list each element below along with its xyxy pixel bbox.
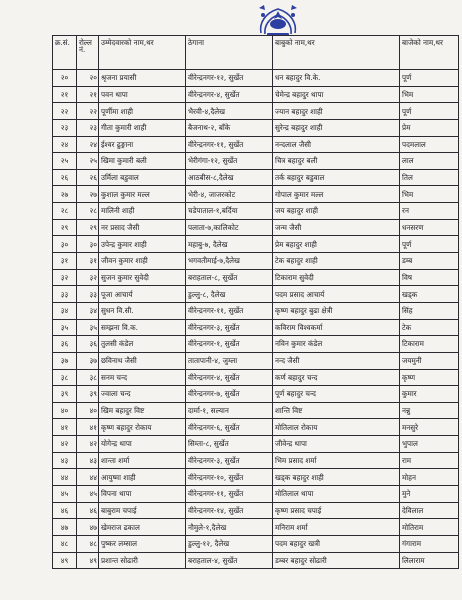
candidate-name-cell: सुजन कुमार सुवेदी (99, 269, 186, 286)
table-row (53, 336, 459, 353)
roll-number-cell: ४१ (77, 419, 99, 436)
header-serial-number: क्र.सं. (53, 36, 77, 70)
grandfather-name-cell: भिम (400, 186, 459, 203)
table-row (53, 535, 459, 552)
address-cell: बैजनाथ-२, बाँके (186, 119, 273, 136)
roll-number-cell: २२ (77, 103, 99, 120)
address-cell: सिम्ता-८, सुर्खेत (186, 436, 273, 453)
table-row (53, 402, 459, 419)
grandfather-name-cell: रन (400, 203, 459, 220)
father-name-cell: कविराम विश्वकर्मा (273, 319, 400, 336)
roll-number-cell: २६ (77, 169, 99, 186)
roll-number-cell: ३६ (77, 336, 99, 353)
address-cell: पलाता-७,कालिकोट (186, 219, 273, 236)
table-row (53, 203, 459, 220)
candidate-name-cell: खेमराज ढकाल (99, 519, 186, 536)
table-row (53, 253, 459, 270)
table-row (53, 236, 459, 253)
table-body (53, 70, 459, 569)
address-cell: भैरवी-४,दैलेख (186, 103, 273, 120)
address-cell: वीरेन्द्रनगर-११, सुर्खेत (186, 486, 273, 503)
serial-number-cell: ३३ (53, 286, 77, 303)
candidate-name-cell: सुधन वि.सी. (99, 302, 186, 319)
serial-number-cell: २० (53, 70, 77, 87)
serial-number-cell: ४८ (53, 535, 77, 552)
father-name-cell: जीवेन्द्र थापा (273, 436, 400, 453)
candidate-name-cell: उपेन्द्र कुमार शाही (99, 236, 186, 253)
candidate-name-cell: पुष्कर लम्साल (99, 535, 186, 552)
roll-number-cell: २० (77, 70, 99, 87)
grandfather-name-cell: टेक (400, 319, 459, 336)
grandfather-name-cell: देविलाल (400, 502, 459, 519)
father-name-cell: टेक बहादुर शाही (273, 253, 400, 270)
father-name-cell: ज्यान बहादुर शाही (273, 103, 400, 120)
father-name-cell: जय बहादुर शाही (273, 203, 400, 220)
grandfather-name-cell: धनसरण (400, 219, 459, 236)
roll-number-cell: ३० (77, 236, 99, 253)
table-row (53, 153, 459, 170)
grandfather-name-cell: पूर्ण (400, 70, 459, 87)
father-name-cell: चेमेन्द्र बहादुर थापा (273, 86, 400, 103)
father-name-cell: तर्क बहादुर बडुवाल (273, 169, 400, 186)
father-name-cell: खड्क बहादुर शाही (273, 469, 400, 486)
father-name-cell: गोपाल कुमार मल्ल (273, 186, 400, 203)
grandfather-name-cell: भुपाल (400, 436, 459, 453)
address-cell: बराहताल-८, सुर्खेत (186, 269, 273, 286)
candidate-name-cell: सनम चन्द (99, 369, 186, 386)
address-cell: महाबु-७, दैलेख (186, 236, 273, 253)
table-row (53, 119, 459, 136)
candidate-name-cell: तुलसी कंडेल (99, 336, 186, 353)
address-cell: वीरेन्द्रनगर-१२, सुर्खेत (186, 70, 273, 87)
father-name-cell: भिम प्रसाद शर्मा (273, 452, 400, 469)
table-row (53, 486, 459, 503)
table-row (53, 169, 459, 186)
table-row (53, 269, 459, 286)
table-row (53, 136, 459, 153)
candidate-name-cell: मालिनी शाही (99, 203, 186, 220)
candidate-name-cell: उर्मिला बडुवाल (99, 169, 186, 186)
candidate-name-cell: कृष्ण बहादुर रोकाय (99, 419, 186, 436)
roll-number-cell: ३८ (77, 369, 99, 386)
address-cell: वीरेन्द्रनगर-४, सुर्खेत (186, 86, 273, 103)
grandfather-name-cell: कृष्ण (400, 369, 459, 386)
grandfather-name-cell: डम्ब (400, 253, 459, 270)
address-cell: नौमुले-१,दैलेख (186, 519, 273, 536)
table-row (53, 502, 459, 519)
serial-number-cell: ३२ (53, 269, 77, 286)
address-cell: भेरी-४, जाजरकोट (186, 186, 273, 203)
serial-number-cell: ४२ (53, 436, 77, 453)
address-cell: वीरेन्द्रनगर-११, सुर्खेत (186, 302, 273, 319)
table-header (53, 36, 459, 70)
father-name-cell: पूर्ण बहादुर चन्द (273, 386, 400, 403)
father-name-cell: पदम बहादुर खत्री (273, 535, 400, 552)
address-cell: वीरेन्द्रनगर-७, सुर्खेत (186, 386, 273, 403)
grandfather-name-cell: जयमुनी (400, 352, 459, 369)
father-name-cell: टिकाराम सुवेदी (273, 269, 400, 286)
serial-number-cell: २९ (53, 219, 77, 236)
serial-number-cell: ४५ (53, 486, 77, 503)
table-row (53, 369, 459, 386)
grandfather-name-cell: कुमार (400, 386, 459, 403)
header-grandfather-name: बाजेको नाम,थर (400, 36, 459, 70)
address-cell: चडेपाताल-१,बर्दिया (186, 203, 273, 220)
address-cell: दार्मा-१, सल्यान (186, 402, 273, 419)
serial-number-cell: २४ (53, 136, 77, 153)
roll-number-cell: २३ (77, 119, 99, 136)
candidate-name-cell: पवन थापा (99, 86, 186, 103)
father-name-cell: कृष्ण बहादुर बुढा क्षेत्री (273, 302, 400, 319)
table-row (53, 103, 459, 120)
roll-number-cell: ४२ (77, 436, 99, 453)
table-row (53, 419, 459, 436)
header-father-name: बाबुको नाम,थर (273, 36, 400, 70)
candidate-name-cell: ईश्वर ढुङ्गाना (99, 136, 186, 153)
grandfather-name-cell: पदमलाल (400, 136, 459, 153)
serial-number-cell: २७ (53, 186, 77, 203)
candidate-name-cell: पूर्णीमा शाही (99, 103, 186, 120)
serial-number-cell: ४० (53, 402, 77, 419)
serial-number-cell: ३७ (53, 352, 77, 369)
serial-number-cell: ३६ (53, 336, 77, 353)
serial-number-cell: ३४ (53, 302, 77, 319)
grandfather-name-cell: पूर्ण (400, 103, 459, 120)
serial-number-cell: ४४ (53, 469, 77, 486)
candidate-name-cell: प्रशान्त सोढारी (99, 552, 186, 569)
grandfather-name-cell: गंगाराम (400, 535, 459, 552)
grandfather-name-cell: पूर्ण (400, 236, 459, 253)
serial-number-cell: ३९ (53, 386, 77, 403)
roll-number-cell: ४४ (77, 469, 99, 486)
candidate-name-cell: कुशाल कुमार मल्ल (99, 186, 186, 203)
address-cell: तातापानी-४, जुम्ला (186, 352, 273, 369)
father-name-cell: मोतिलाल थापा (273, 486, 400, 503)
serial-number-cell: ४३ (53, 452, 77, 469)
candidate-name-cell: ज्वाला चन्द (99, 386, 186, 403)
roll-number-cell: २७ (77, 186, 99, 203)
table-row (53, 86, 459, 103)
father-name-cell: सुरेन्द्र बहादुर शाही (273, 119, 400, 136)
grandfather-name-cell: विष (400, 269, 459, 286)
roll-number-cell: २८ (77, 203, 99, 220)
grandfather-name-cell: सिंह (400, 302, 459, 319)
table-row (53, 302, 459, 319)
candidate-name-cell: पूजा आचार्य (99, 286, 186, 303)
candidate-name-cell: आयुष्मा शाही (99, 469, 186, 486)
serial-number-cell: २६ (53, 169, 77, 186)
grandfather-name-cell: मोतिराम (400, 519, 459, 536)
table-row (53, 452, 459, 469)
candidate-name-cell: जीवन कुमार शाही (99, 253, 186, 270)
government-emblem-icon (255, 3, 301, 39)
roll-number-cell: ३५ (77, 319, 99, 336)
roll-number-cell: ४६ (77, 502, 99, 519)
serial-number-cell: ३५ (53, 319, 77, 336)
candidate-name-cell: छविनाथ जैसी (99, 352, 186, 369)
roll-number-cell: २४ (77, 136, 99, 153)
father-name-cell: जन्म जैसी (273, 219, 400, 236)
candidate-name-cell: गीता कुमारी शाही (99, 119, 186, 136)
address-cell: वीरेन्द्रनगर-३, सुर्खेत (186, 319, 273, 336)
serial-number-cell: २१ (53, 86, 77, 103)
father-name-cell: पदम प्रसाद आचार्य (273, 286, 400, 303)
serial-number-cell: २३ (53, 119, 77, 136)
candidate-name-cell: खिम बहादुर विष्ट (99, 402, 186, 419)
father-name-cell: मनिराम शर्मा (273, 519, 400, 536)
candidate-name-cell: बाबुराम चपाई (99, 502, 186, 519)
grandfather-name-cell: टिकाराम (400, 336, 459, 353)
table-row (53, 386, 459, 403)
candidate-name-cell: खिमा कुमारी बली (99, 153, 186, 170)
address-cell: भगवतीमाई-७,दैलेख (186, 253, 273, 270)
table-row (53, 186, 459, 203)
father-name-cell: मोतिलाल रोकाय (273, 419, 400, 436)
grandfather-name-cell: मोहन (400, 469, 459, 486)
candidate-name-cell: योगेन्द्र थापा (99, 436, 186, 453)
grandfather-name-cell: मनसुरे (400, 419, 459, 436)
roll-number-cell: ३३ (77, 286, 99, 303)
table-row (53, 352, 459, 369)
father-name-cell: प्रेम बहादुर शाही (273, 236, 400, 253)
grandfather-name-cell: प्रेम (400, 119, 459, 136)
father-name-cell: शान्ति विष्ट (273, 402, 400, 419)
grandfather-name-cell: लिलाराम (400, 552, 459, 569)
address-cell: आठबीस-८,दैलेख (186, 169, 273, 186)
serial-number-cell: ४७ (53, 519, 77, 536)
address-cell: वीरेन्द्रनगर-४, सुर्खेत (186, 369, 273, 386)
roll-number-cell: ३९ (77, 386, 99, 403)
grandfather-name-cell: लाल (400, 153, 459, 170)
roll-number-cell: २५ (77, 153, 99, 170)
roll-number-cell: ४३ (77, 452, 99, 469)
address-cell: वीरेन्द्रनगर-११, सुर्खेत (186, 136, 273, 153)
father-name-cell: चित्र बहादुर बली (273, 153, 400, 170)
table-row (53, 436, 459, 453)
roll-number-cell: ४५ (77, 486, 99, 503)
candidate-roster-table (52, 35, 459, 569)
roll-number-cell: ३४ (77, 302, 99, 319)
serial-number-cell: ३१ (53, 253, 77, 270)
address-cell: वीरेन्द्रनगर-१, सुर्खेत (186, 336, 273, 353)
father-name-cell: नविन कुमार कंडेल (273, 336, 400, 353)
address-cell: वीरेन्द्रनगर-१४, सुर्खेत (186, 502, 273, 519)
candidate-name-cell: विपना थापा (99, 486, 186, 503)
header-candidate-name: उम्मेदवारको नाम,थर (99, 36, 186, 70)
table-row (53, 552, 459, 569)
father-name-cell: नन्द जैसी (273, 352, 400, 369)
table-row (53, 319, 459, 336)
serial-number-cell: २५ (53, 153, 77, 170)
address-cell: वीरेन्द्रनगर-३, सुर्खेत (186, 452, 273, 469)
address-cell: बराहताल-४, सुर्खेत (186, 552, 273, 569)
roll-number-cell: २१ (77, 86, 99, 103)
serial-number-cell: ४९ (53, 552, 77, 569)
father-name-cell: धन बहादुर वि.के. (273, 70, 400, 87)
table-row (53, 70, 459, 87)
roll-number-cell: ४९ (77, 552, 99, 569)
father-name-cell: कर्ण बहादुर चन्द (273, 369, 400, 386)
serial-number-cell: ३८ (53, 369, 77, 386)
roll-number-cell: ४८ (77, 535, 99, 552)
candidate-name-cell: श्रृजना प्रयासी (99, 70, 186, 87)
father-name-cell: डम्बर बहादुर सोढारी (273, 552, 400, 569)
roll-number-cell: ३७ (77, 352, 99, 369)
address-cell: डुल्लु-१२, दैलेख (186, 535, 273, 552)
address-cell: वीरेन्द्रनगर-१०, सुर्खेत (186, 469, 273, 486)
roll-number-cell: ३१ (77, 253, 99, 270)
address-cell: भेरीगंगा-१२, सुर्खेत (186, 153, 273, 170)
address-cell: वीरेन्द्रनगर-६, सुर्खेत (186, 419, 273, 436)
table-row (53, 519, 459, 536)
roll-number-cell: २९ (77, 219, 99, 236)
table-row (53, 469, 459, 486)
table-row (53, 286, 459, 303)
serial-number-cell: २८ (53, 203, 77, 220)
father-name-cell: कृष्ण प्रसाद चपाई (273, 502, 400, 519)
grandfather-name-cell: मुने (400, 486, 459, 503)
roll-number-cell: ४० (77, 402, 99, 419)
header-roll-number: रोल्ल नं. (77, 36, 99, 70)
grandfather-name-cell: नन्नु (400, 402, 459, 419)
father-name-cell: नन्दलाल जैसी (273, 136, 400, 153)
grandfather-name-cell: भिम (400, 86, 459, 103)
table-row (53, 219, 459, 236)
serial-number-cell: ३० (53, 236, 77, 253)
candidate-name-cell: शान्ता शर्मा (99, 452, 186, 469)
roll-number-cell: ४७ (77, 519, 99, 536)
header-address: ठेगाना (186, 36, 273, 70)
serial-number-cell: २२ (53, 103, 77, 120)
candidate-name-cell: नर प्रसाद जैसी (99, 219, 186, 236)
grandfather-name-cell: राम (400, 452, 459, 469)
header-row (53, 36, 459, 70)
roll-number-cell: ३२ (77, 269, 99, 286)
grandfather-name-cell: तिल (400, 169, 459, 186)
serial-number-cell: ४६ (53, 502, 77, 519)
grandfather-name-cell: खड्क (400, 286, 459, 303)
address-cell: डुल्लु-८, दैलेख (186, 286, 273, 303)
serial-number-cell: ४१ (53, 419, 77, 436)
candidate-name-cell: सम्झना वि.क. (99, 319, 186, 336)
